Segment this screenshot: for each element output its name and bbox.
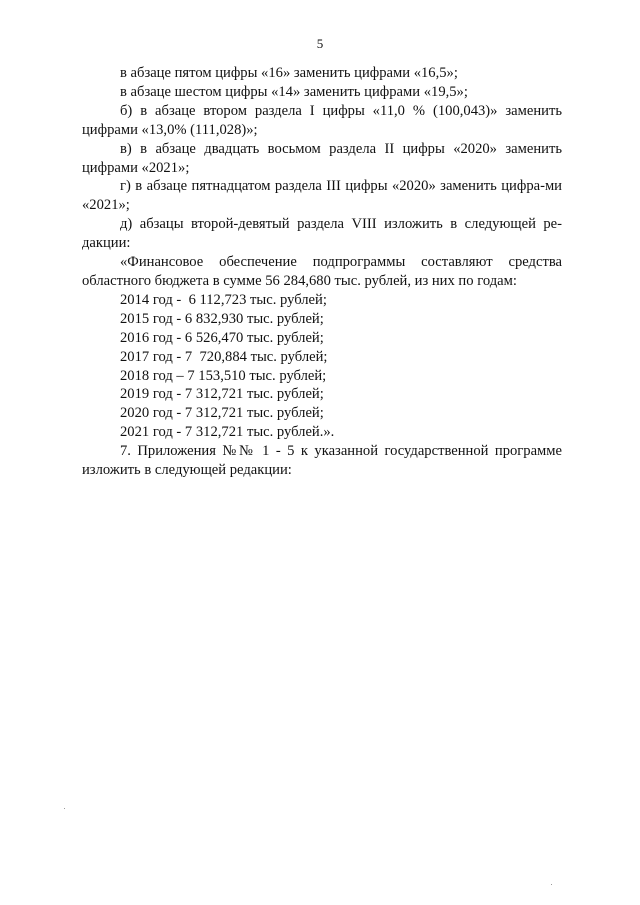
- yearly-funding-list: [82, 291, 562, 442]
- paragraph-7-line-1: 7. Приложения №№ 1 - 5 к указанной государственной программе: [120, 443, 562, 460]
- year-funding-line: 2015 год - 6 832,930 тыс. рублей;: [120, 310, 324, 327]
- scan-artifact-right: [551, 884, 552, 885]
- year-funding-line: 2019 год - 7 312,721 тыс. рублей;: [120, 386, 324, 403]
- paragraph-amend-fifth: в абзаце пятом цифры «16» заменить цифрами «16,5»;: [120, 65, 458, 81]
- year-funding-line: 2017 год - 7 720,884 тыс. рублей;: [120, 348, 328, 365]
- year-funding-line: 2016 год - 6 526,470 тыс. рублей;: [120, 329, 324, 346]
- year-funding-line: 2020 год - 7 312,721 тыс. рублей;: [120, 405, 324, 422]
- paragraph-7-line-2: изложить в следующей редакции:: [82, 462, 292, 479]
- paragraph-g-section-iii: г) в абзаце пятнадцатом раздела III цифры «2020» заменить цифра-ми «2021»;: [82, 178, 562, 214]
- document-body: [82, 64, 562, 480]
- year-funding-line: 2018 год – 7 153,510 тыс. рублей;: [120, 367, 327, 384]
- quote-line-2: областного бюджета в сумме 56 284,680 тыс. рублей, из них по годам:: [82, 272, 517, 289]
- paragraph-d-section-viii: д) абзацы второй-девятый раздела VIII изложить в следующей ре-дакции:: [82, 216, 562, 252]
- year-funding-line: 2014 год - 6 112,723 тыс. рублей;: [120, 291, 327, 308]
- paragraph-b-section-i: б) в абзаце втором раздела I цифры «11,0 % (100,043)» заменить цифрами «13,0% (111,028)»;: [82, 102, 562, 138]
- paragraph-amend-sixth: в абзаце шестом цифры «14» заменить цифрами «19,5»;: [120, 83, 468, 100]
- quote-line-1: «Финансовое обеспечение подпрограммы составляют средства: [120, 254, 562, 271]
- paragraph-v-section-ii: в) в абзаце двадцать восьмом раздела II цифры «2020» заменить цифрами «2021»;: [82, 140, 562, 176]
- scan-artifact-left: [64, 808, 65, 809]
- page-number: 5: [316, 36, 324, 51]
- year-funding-line: 2021 год - 7 312,721 тыс. рублей.».: [120, 424, 335, 441]
